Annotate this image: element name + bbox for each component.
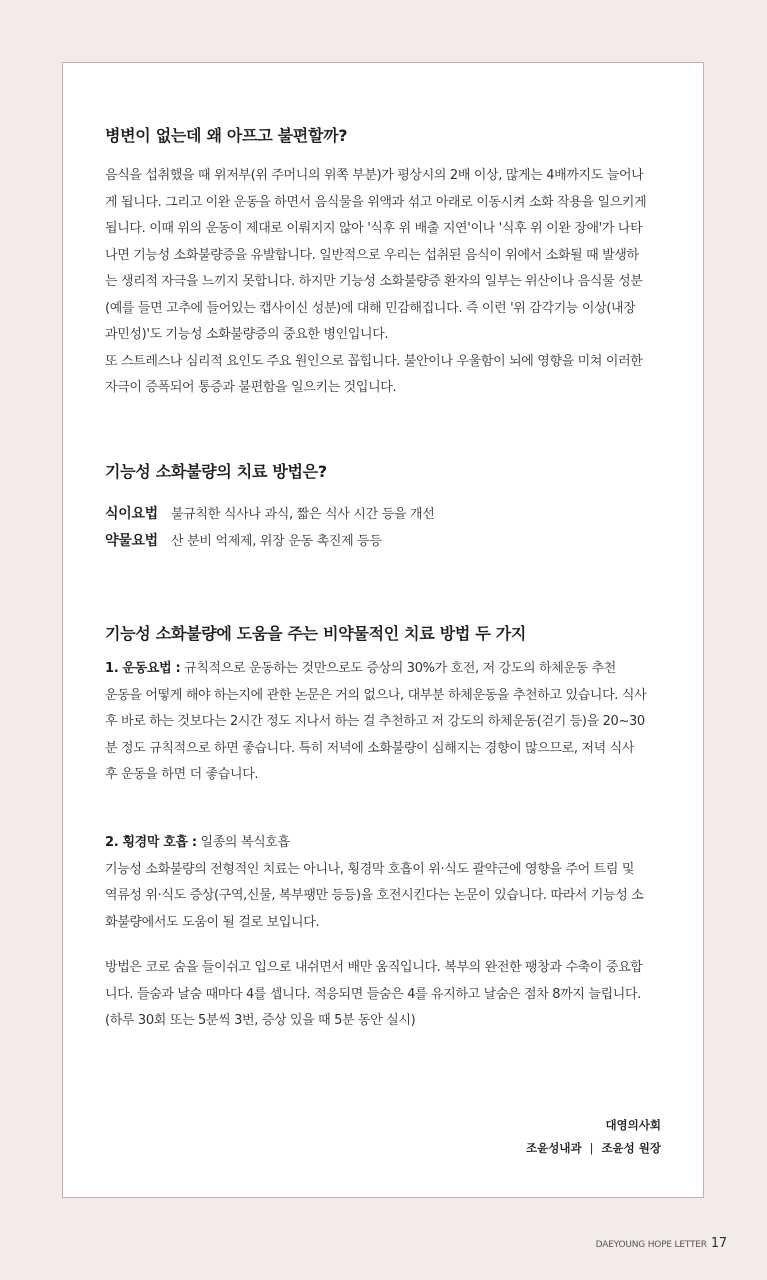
text-line: 또 스트레스나 심리적 요인도 주요 원인으로 꼽힙니다. 불안이나 우울함이 뇌에 영향을 미쳐 이러한 (105, 353, 643, 369)
treatment-diet (105, 503, 435, 523)
section1-title: 병변이 없는데 왜 아프고 불편할까? (105, 126, 348, 145)
text-line: 후 운동을 하면 더 좋습니다. (105, 767, 259, 782)
text-line: 니다. 들숨과 날숨 때마다 4를 셉니다. 적응되면 들숨은 4를 유지하고 날숨은 점차 8까지 늘립니다. (105, 986, 641, 1002)
text-line: 후 바로 하는 것보다는 2시간 정도 지나서 하는 걸 추천하고 저 강도의 하체운동(걷기 등)을 20~30 (105, 714, 645, 729)
method1-label: 1. 운동요법 : (105, 661, 181, 676)
treatment-medication (105, 530, 382, 550)
text-line: 됩니다. 이때 위의 운동이 제대로 이뤄지지 않아 '식후 위 배출 지연'이나 '식후 위 이완 장애'가 나타 (105, 221, 643, 236)
section2-title: 기능성 소화불량의 치료 방법은? (105, 462, 327, 481)
method2-label: 2. 횡경막 호흡 : (105, 835, 197, 850)
text-line: (하루 30회 또는 5분씩 3번, 증상 있을 때 5분 동안 실시) (105, 1013, 416, 1028)
method1-summary: 규칙적으로 운동하는 것만으로도 증상의 30%가 호전, 저 강도의 하체운동 추천 (180, 661, 617, 676)
method2-body (105, 830, 667, 936)
method2-heading-line (105, 830, 667, 857)
text-line: 과민성)'도 기능성 소화불량증의 중요한 병인입니다. (105, 327, 389, 342)
method1-body (105, 656, 667, 789)
publication-name: DAEYOUNG HOPE LETTER (595, 1240, 707, 1250)
treatment-term: 약물요법 (105, 533, 158, 549)
method2-howto (105, 955, 667, 1035)
treatment-term: 식이요법 (105, 506, 158, 522)
text-line: 역류성 위·식도 증상(구역,신물, 복부팽만 등등)을 호전시킨다는 논문이 있습니다. 따라서 기능성 소 (105, 888, 644, 903)
section3-title: 기능성 소화불량에 도움을 주는 비약물적인 치료 방법 두 가지 (105, 624, 527, 643)
doctor-name: 조윤성 원장 (601, 1141, 661, 1155)
text-line: 기능성 소화불량의 전형적인 치료는 아니나, 횡경막 호흡이 위·식도 괄약근에 영향을 주어 트림 및 (105, 861, 635, 877)
method2-summary: 일종의 복식호흡 (196, 835, 290, 850)
method1-heading-line (105, 656, 667, 683)
page-footer (596, 1236, 727, 1251)
treatment-desc: 산 분비 억제제, 위장 운동 촉진제 등등 (171, 534, 382, 549)
article-card (62, 62, 704, 1198)
text-line: 운동을 어떻게 해야 하는지에 관한 논문은 거의 없으나, 대부분 하체운동을 추천하고 있습니다. 식사 (105, 687, 647, 703)
text-line: 분 정도 규칙적으로 하면 좋습니다. 특히 저녁에 소화불량이 심해지는 경향이 많으므로, 저녁 식사 (105, 740, 635, 756)
clinic-name: 조윤성내과 (526, 1141, 582, 1155)
text-line: 자극이 증폭되어 통증과 불편함을 일으키는 것입니다. (105, 380, 397, 395)
text-line: (예를 들면 고추에 들어있는 캡사이신 성분)에 대해 민감해집니다. 즉 이런 '위 감각기능 이상(내장 (105, 300, 636, 316)
page-number: 17 (710, 1236, 727, 1251)
signature-separator: | (589, 1141, 594, 1155)
treatment-desc: 불규칙한 식사나 과식, 짧은 식사 시간 등을 개선 (171, 507, 435, 522)
text-line: 음식을 섭취했을 때 위저부(위 주머니의 위쪽 부분)가 평상시의 2배 이상, 많게는 4배까지도 늘어나 (105, 168, 644, 183)
text-line: 화불량에서도 도움이 될 걸로 보입니다. (105, 914, 320, 930)
text-line: 나면 기능성 소화불량증을 유발합니다. 일반적으로 우리는 섭취된 음식이 위에서 소화될 때 발생하 (105, 247, 639, 263)
section1-body (105, 163, 667, 402)
signature-org: 대영의사회 (605, 1118, 661, 1132)
text-line: 는 생리적 자극을 느끼지 못합니다. 하지만 기능성 소화불량증 환자의 일부는 위산이나 음식물 성분 (105, 274, 643, 289)
text-line: 게 됩니다. 그리고 이완 운동을 하면서 음식물을 위액과 섞고 아래로 이동시켜 소화 작용을 일으키게 (105, 194, 647, 210)
text-line: 방법은 코로 숨을 들이쉬고 입으로 내쉬면서 배만 움직입니다. 복부의 완전한 팽창과 수축이 중요합 (105, 960, 643, 975)
signature-author (526, 1140, 661, 1156)
